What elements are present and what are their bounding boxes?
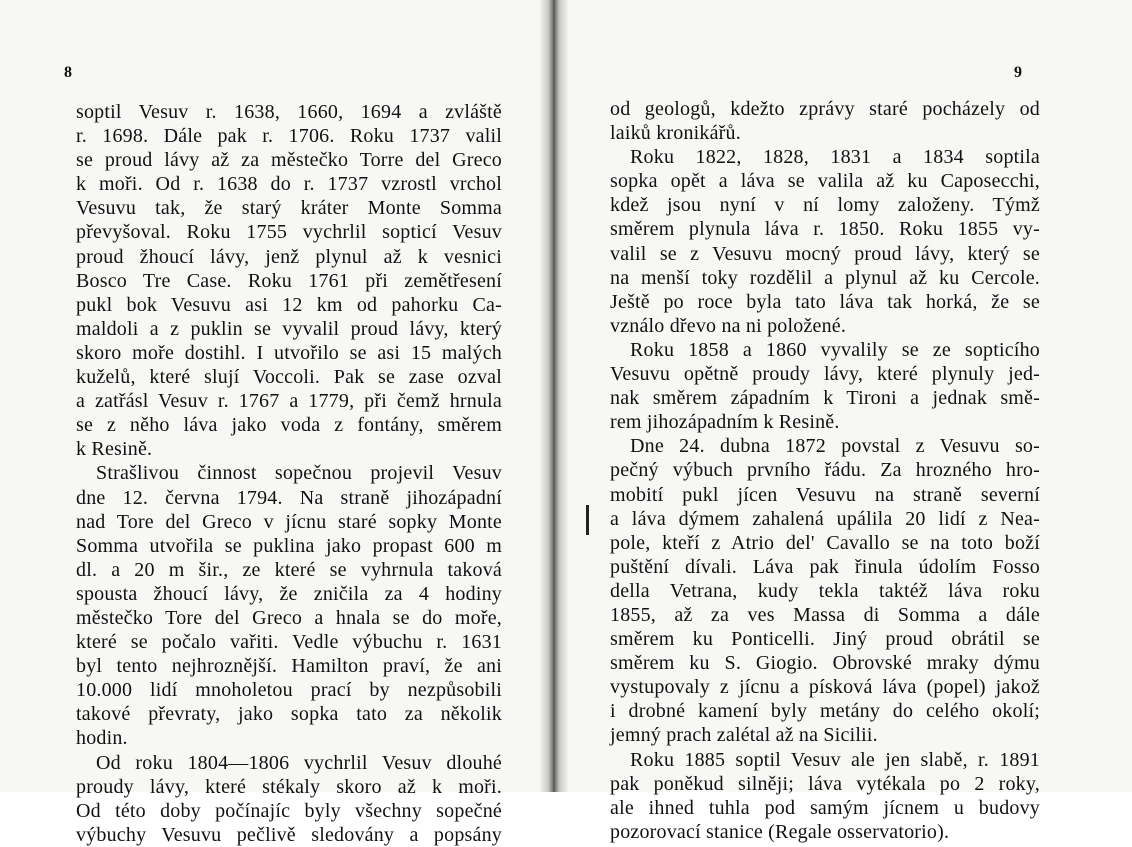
text-line: Strašlivou činnost sopečnou projevil Vesuv	[96, 462, 502, 485]
text-line: od geologů, kdežto zprávy staré pocházely od	[610, 98, 1040, 120]
text-line: spousta žhoucí lávy, že zničila za 4 hodiny	[76, 582, 502, 605]
text-line: směrem ku S. Giogio. Obrovské mraky dýmu	[610, 652, 1040, 675]
text-line: skoro moře dostihl. I utvořilo se asi 15 malých	[76, 341, 502, 364]
text-line: rem jihozápadním k Resině.	[610, 411, 840, 434]
text-line: takové převraty, jako sopka tato za několik	[76, 703, 502, 726]
text-line: kdež jsou nyní v ní lomy založeny. Týmž	[610, 194, 1040, 217]
text-line: laiků kronikářů.	[610, 122, 741, 145]
text-line: vystupovaly z jícnu a písková láva (popel) jakož	[610, 676, 1040, 699]
text-line: pozorovací stanice (Regale osservatorio).	[610, 820, 950, 843]
text-line: Od této doby počínajíc byly všechny sopečné	[76, 799, 502, 822]
text-line: Roku 1858 a 1860 vyvalily se ze sopticího	[630, 338, 1040, 361]
text-line: městečko Tore del Greco a hnala se do moře,	[76, 606, 502, 629]
text-line: i drobné kamení byly metány do celého okolí;	[610, 700, 1040, 723]
text-line: které se počalo vařiti. Vedle výbuchu r. 1631	[76, 631, 502, 654]
text-line: kuželů, které slují Voccoli. Pak se zase ozval	[76, 366, 502, 389]
text-line: Ještě po roce byla tato láva tak horká, že se	[610, 290, 1040, 313]
right-page-text	[610, 97, 1040, 844]
text-line: proud žhoucí lávy, jenž plynul až k vesnici	[76, 245, 502, 268]
text-line: a zatřásl Vesuv r. 1767 a 1779, při čemž hrnula	[76, 390, 502, 413]
text-line: nad Tore del Greco v jícnu staré sopky Monte	[76, 510, 502, 533]
text-line: Bosco Tre Case. Roku 1761 při zemětřesení	[76, 269, 502, 292]
text-line: nak směrem západním k Tironi a jednak smě-	[610, 387, 1040, 410]
text-line: 1855, až za ves Massa di Somma a dále	[610, 603, 1040, 626]
text-line: pak poněkud silněji; láva vytékala po 2 roky,	[610, 772, 1040, 795]
text-line: Od roku 1804—1806 vychrlil Vesuv dlouhé	[96, 751, 502, 774]
text-line: Somma utvořila se puklina jako propast 600 m	[76, 534, 502, 557]
page-number-left: 8	[64, 64, 72, 81]
text-line: k moři. Od r. 1638 do r. 1737 vzrostl vrchol	[76, 173, 502, 196]
text-line: byl tento nejhroznější. Hamilton praví, že ani	[76, 655, 502, 678]
text-line: jemný prach zalétal až na Sicilii.	[610, 724, 878, 747]
text-line: na menší toky rozdělil a plynul až ku Cercole.	[610, 266, 1040, 289]
text-line: výbuchy Vesuvu pečlivě sledovány a popsány	[76, 823, 502, 846]
text-line: převyšoval. Roku 1755 vychrlil sopticí Vesuv	[76, 221, 502, 244]
text-line: vználo dřevo na ni položené.	[610, 314, 847, 337]
text-line: se proud lávy až za městečko Torre del Greco	[76, 149, 502, 172]
text-line: směrem ku Ponticelli. Jiný proud obrátil se	[610, 628, 1040, 651]
text-line: pole, kteří z Atrio del' Cavallo se na toto boží	[610, 531, 1040, 554]
text-line: pukl bok Vesuvu asi 12 km od pahorku Ca-	[76, 293, 502, 316]
left-page-text	[76, 100, 502, 847]
text-line: směrem plynula láva r. 1850. Roku 1855 vy-	[610, 218, 1040, 241]
text-line: Vesuvu tak, že starý kráter Monte Somma	[76, 197, 502, 220]
text-line: a láva dýmem zahalená upálila 20 lidí z Nea-	[610, 507, 1040, 530]
margin-mark	[586, 505, 589, 535]
text-line: Roku 1885 soptil Vesuv ale jen slabě, r. 1891	[630, 748, 1040, 771]
text-line: Roku 1822, 1828, 1831 a 1834 soptila	[630, 146, 1040, 169]
text-line: Vesuvu opětně proudy lávy, které plynuly jed-	[610, 363, 1040, 386]
text-line: ale ihned tuhla pod samým jícnem u budovy	[610, 796, 1040, 819]
text-line: hodin.	[76, 727, 128, 750]
text-line: puštění dívali. Láva pak řinula údolím Fosso	[610, 555, 1040, 578]
text-line: se z něho láva jako voda z fontány, směrem	[76, 414, 502, 437]
text-line: r. 1698. Dále pak r. 1706. Roku 1737 valil	[76, 125, 502, 148]
text-line: mobití pukl jícen Vesuvu na straně severní	[610, 483, 1040, 506]
text-line: dl. a 20 m šir., ze které se vyhrnula taková	[76, 558, 502, 581]
page-number-right: 9	[1014, 64, 1022, 81]
book-gutter	[540, 0, 568, 792]
text-line: dne 12. června 1794. Na straně jihozápadní	[76, 486, 502, 509]
text-line: maldoli a z puklin se vyvalil proud lávy, který	[76, 317, 502, 340]
text-line: valil se z Vesuvu mocný proud lávy, který se	[610, 242, 1040, 265]
text-line: pečný výbuch prvního řádu. Za hrozného hro-	[610, 459, 1040, 482]
right-page	[558, 0, 1132, 843]
text-line: Dne 24. dubna 1872 povstal z Vesuvu so-	[630, 435, 1040, 458]
text-line: sopka opět a láva se valila až ku Caposecchi,	[610, 170, 1040, 193]
text-line: della Vetrana, kudy tekla taktéž láva roku	[610, 579, 1040, 602]
text-line: proudy lávy, které stékaly skoro až k moři.	[76, 775, 502, 798]
text-line: soptil Vesuv r. 1638, 1660, 1694 a zvláště	[76, 101, 502, 123]
text-line: 10.000 lidí mnoholetou prací by nezpůsobili	[76, 679, 502, 702]
left-page	[0, 0, 558, 846]
text-line: k Resině.	[76, 438, 153, 461]
